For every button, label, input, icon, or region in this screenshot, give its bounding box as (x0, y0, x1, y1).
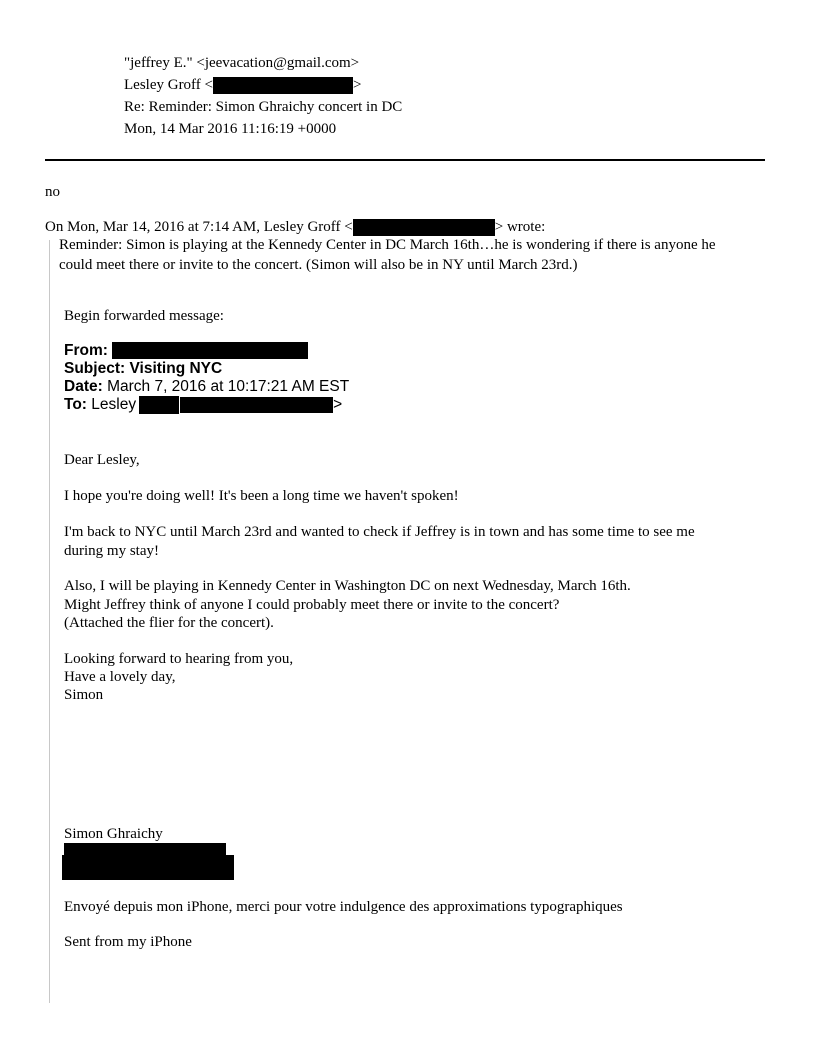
closing-line-3: Simon (64, 687, 104, 703)
date-value: Mon, 14 Mar 2016 11:16:19 +0000 (124, 121, 337, 137)
redaction-block (62, 855, 234, 880)
redaction-block (139, 396, 179, 414)
fwd-from-row (64, 342, 308, 360)
greeting: Dear Lesley, (64, 452, 140, 468)
fwd-from-label: From: (64, 342, 108, 359)
to-name: Lesley Groff < (124, 77, 213, 93)
fwd-to-label: To: (64, 396, 87, 414)
quote-bar (49, 240, 50, 1003)
header-to-row (0, 75, 520, 95)
redaction-block (112, 342, 308, 359)
fwd-subject-value: Visiting NYC (129, 360, 223, 377)
redaction-block (213, 77, 353, 94)
begin-forwarded: Begin forwarded message: (64, 308, 224, 324)
attribution-pre: On Mon, Mar 14, 2016 at 7:14 AM, Lesley Groff < (45, 219, 353, 235)
closing-line-2: Have a lovely day, (64, 669, 176, 685)
fwd-date-row (64, 378, 349, 396)
paragraph-1: I hope you're doing well! It's been a long time we haven't spoken! (64, 488, 459, 504)
fwd-to-row (64, 396, 342, 414)
header-date-row (0, 119, 520, 139)
sent-from-fr: Envoyé depuis mon iPhone, merci pour votre indulgence des approximations typographiques (64, 899, 623, 915)
fwd-subject-label: Subject: (64, 360, 126, 377)
header-subject-row (0, 97, 520, 117)
fwd-date-value: March 7, 2016 at 10:17:21 AM EST (107, 378, 350, 395)
sent-from-en: Sent from my iPhone (64, 934, 192, 950)
fwd-subject-row (64, 360, 222, 378)
header-divider (45, 159, 765, 161)
from-value: "jeffrey E." <jeevacation@gmail.com> (124, 55, 360, 71)
fwd-to-close: > (333, 396, 343, 414)
paragraph-3-line-1: Also, I will be playing in Kennedy Center in Washington DC on next Wednesday, March 16th. (64, 578, 631, 594)
to-close: > (353, 77, 362, 93)
reminder-line-2: could meet there or invite to the concert. (Simon will also be in NY until March 23rd.) (59, 257, 578, 273)
paragraph-2-line-2: during my stay! (64, 543, 159, 559)
reminder-line-1: Reminder: Simon is playing at the Kennedy Center in DC March 16th…he is wondering if there is anyone he (59, 237, 716, 253)
to-value (124, 75, 361, 95)
paragraph-2-line-1: I'm back to NYC until March 23rd and wanted to check if Jeffrey is in town and has some time to see me (64, 524, 695, 540)
redaction-block (353, 219, 495, 236)
paragraph-3-line-3: (Attached the flier for the concert). (64, 615, 274, 631)
paragraph-3-line-2: Might Jeffrey think of anyone I could probably meet there or invite to the concert? (64, 597, 560, 613)
header-from-row (0, 53, 520, 73)
reply-body: no (45, 184, 60, 200)
subject-value: Re: Reminder: Simon Ghraichy concert in DC (124, 99, 403, 115)
redaction-block (180, 397, 333, 413)
attribution-post: > wrote: (494, 219, 546, 235)
signature-name: Simon Ghraichy (64, 826, 163, 842)
fwd-to-name: Lesley (91, 396, 137, 414)
closing-line-1: Looking forward to hearing from you, (64, 651, 294, 667)
fwd-date-label: Date: (64, 378, 103, 395)
reply-attribution (45, 218, 545, 237)
